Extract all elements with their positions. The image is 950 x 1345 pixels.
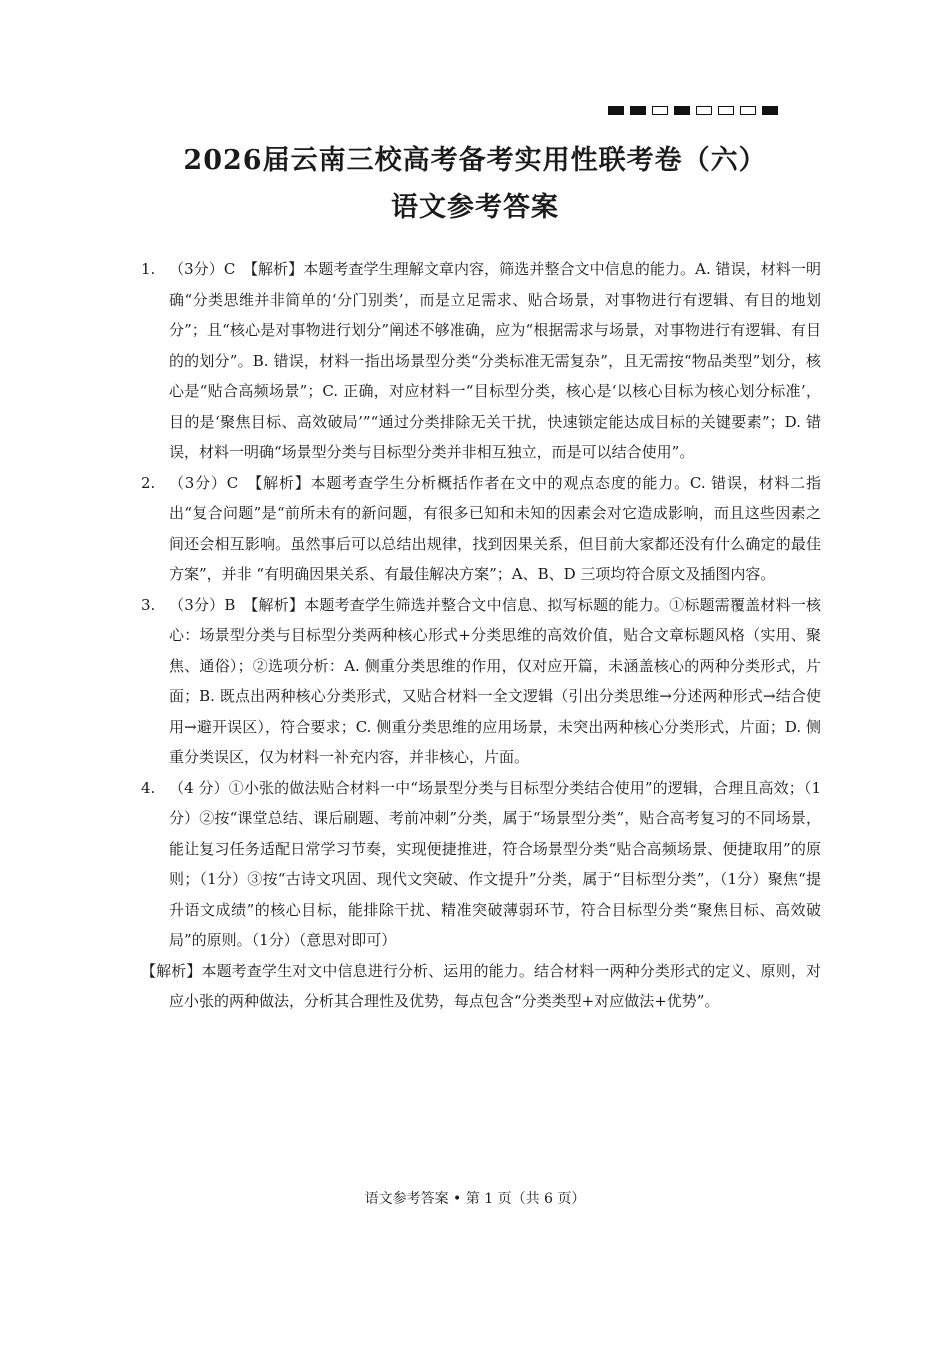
filled-square-mark (608, 106, 624, 115)
question-3 (141, 590, 821, 773)
question-4-analysis: 【解析】本题考查学生对文中信息进行分析、运用的能力。结合材料一两种分类形式的定义、原则，对应小张的两种做法，分析其合理性及优势，每点包含“分类类型+对应做法+优势”。 (141, 961, 821, 1010)
question-text: （4 分）①小张的做法贴合材料一中“场景型分类与目标型分类结合使用”的逻辑，合理且高效；（1 分）②按“课堂总结、课后刷题、考前冲刺”分类，属于“场景型分类”，贴合高考复习的不同场景，能让复习任务适配日常学习节奏，实现便捷推进，符合场景型分类“贴合高频场景、便捷取用”的原则；（1分）③按“古诗文巩固、现代文突破、作文提升”分类，属于“目标型分类”，（1分）聚焦“提升语文成绩”的核心目标，能排除干扰、精准突破薄弱环节，符合目标型分类“聚焦目标、高效破局”的原则。（1分）（意思对即可） (169, 778, 821, 949)
empty-square-mark (740, 106, 756, 115)
question-4 (141, 773, 821, 956)
question-2 (141, 468, 821, 590)
page-title: 2026届云南三校高考备考实用性联考卷（六） (183, 145, 767, 176)
page-subtitle: 语文参考答案 (391, 192, 559, 223)
question-text: （3分）B 【解析】本题考查学生筛选并整合文中信息、拟写标题的能力。①标题需覆盖材料一核心：场景型分类与目标型分类两种核心形式+分类思维的高效价值，贴合文章标题风格（实用、聚焦、通俗）；②选项分析：A. 侧重分类思维的作用，仅对应开篇，未涵盖核心的两种分类形式，片面；B. 既点出两种核心分类形式，又贴合材料一全文逻辑（引出分类思维→分述两种形式→结合使用→避开误区），符合要求；C. 侧重分类思维的应用场景，未突出两种核心分类形式，片面；D. 侧重分类误区，仅为材料一补充内容，并非核心，片面。 (169, 595, 821, 766)
filled-square-mark (674, 106, 690, 115)
answer-body (141, 254, 821, 1017)
empty-square-mark (696, 106, 712, 115)
filled-square-mark (630, 106, 646, 115)
filled-square-mark (762, 106, 778, 115)
question-number: 2. (141, 473, 156, 492)
question-1 (141, 254, 821, 468)
question-number: 1. (141, 260, 156, 278)
question-number: 3. (141, 595, 156, 614)
question-number: 4. (141, 778, 156, 797)
empty-square-mark (718, 106, 734, 115)
question-text: （3分）C 【解析】本题考查学生理解文章内容，筛选并整合文中信息的能力。A. 错误，材料一明确“分类思维并非简单的‘分门别类’，而是立足需求、贴合场景，对事物进行有逻辑、有目的地划分”；且“核心是对事物进行划分”阐述不够准确，应为“根据需求与场景，对事物进行有逻辑、有目的的划分”。B. 错误，材料一指出场景型分类“分类标准无需复杂”，且无需按“物品类型”划分，核心是“贴合高频场景”；C. 正确，对应材料一“目标型分类，核心是‘以核心目标为核心划分标准’，目的是‘聚焦目标、高效破局’”“通过分类排除无关干扰，快速锁定能达成目标的关键要素”；D. 错误，材料一明确“场景型分类与目标型分类并非相互独立，而是可以结合使用”。 (169, 260, 821, 461)
question-text: （3分）C 【解析】本题考查学生分析概括作者在文中的观点态度的能力。C. 错误，材料二指出“复合问题”是“前所未有的新问题，有很多已知和未知的因素会对它造成影响，而且这些因素之间还会相互影响。虽然事后可以总结出规律，找到因果关系，但目前大家都还没有什么确定的最佳方案”，并非 “有明确因果关系、有最佳解决方案”；A、B、D 三项均符合原文及插图内容。 (169, 473, 821, 583)
page-code-marker (608, 106, 778, 115)
empty-square-mark (652, 106, 668, 115)
page-footer: 语文参考答案 • 第 1 页（共 6 页） (364, 1191, 586, 1207)
